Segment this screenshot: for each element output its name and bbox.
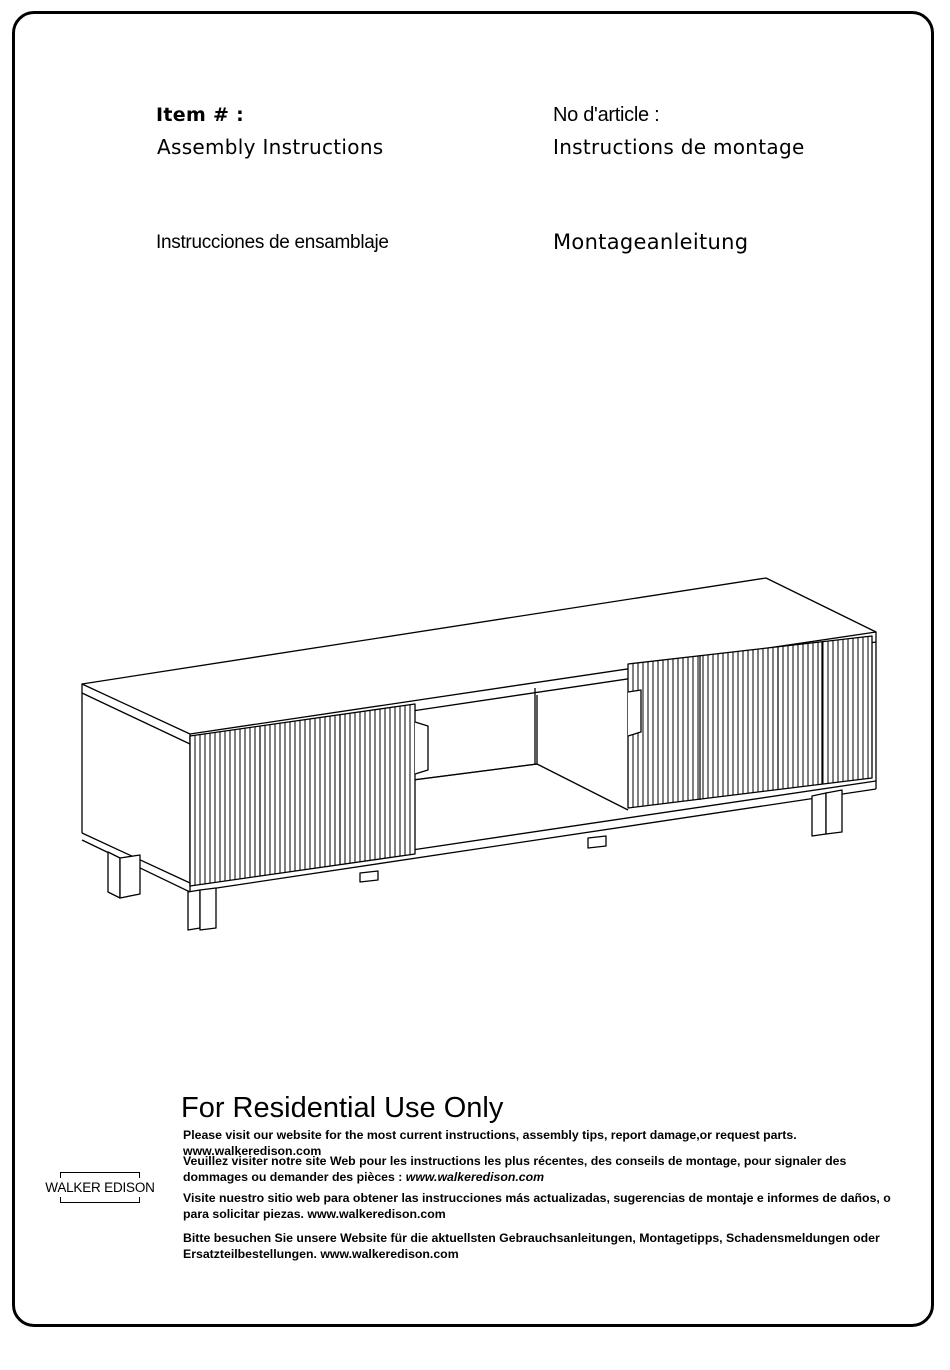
footer-text-es (183, 1190, 913, 1222)
assembly-instructions-fr: Instructions de montage (553, 135, 805, 159)
logo-bracket-top (60, 1172, 140, 1178)
footer-text-es-body: Visite nuestro sitio web para obtener las instrucciones más actualizadas, sugerencias de montaje e informes de daños, o para solicitar piezas. (183, 1191, 891, 1221)
website-link-fr[interactable]: www.walkeredison.com (405, 1170, 545, 1184)
footer-text-de (183, 1230, 913, 1262)
footer-text-en-body: Please visit our website for the most current instructions, assembly tips, report damage,or request parts. (183, 1128, 797, 1142)
right-fluted-door (628, 636, 872, 808)
residential-use-title: For Residential Use Only (181, 1092, 504, 1124)
assembly-instructions-es: Instrucciones de ensamblaje (156, 232, 389, 253)
logo-bracket-bottom (60, 1197, 140, 1203)
tv-stand-illustration (78, 574, 878, 936)
item-number-label-en: Item # : (156, 104, 244, 126)
item-number-label-fr: No d'article : (553, 104, 660, 126)
website-link-es[interactable]: www.walkeredison.com (307, 1207, 446, 1221)
footer-text-fr-body: Veuillez visiter notre site Web pour les instructions les plus récentes, des conseils de montage, pour signaler des dommages ou demander des pièces : (183, 1154, 847, 1184)
footer-text-de-body: Bitte besuchen Sie unsere Website für die aktuellsten Gebrauchsanleitungen, Montagetipps, Schadensmeldungen oder Ersatzteilbestellungen. (183, 1231, 880, 1261)
logo-text: WALKER EDISON (45, 1180, 155, 1195)
footer-text-fr (183, 1153, 913, 1185)
website-link-en[interactable]: www.walkeredison.com (183, 1144, 322, 1158)
walker-edison-logo (40, 1172, 160, 1204)
left-fluted-door (190, 704, 428, 886)
assembly-instructions-en: Assembly Instructions (157, 135, 384, 159)
website-link-de[interactable]: www.walkeredison.com (320, 1247, 459, 1261)
assembly-instructions-de: Montageanleitung (553, 230, 749, 254)
